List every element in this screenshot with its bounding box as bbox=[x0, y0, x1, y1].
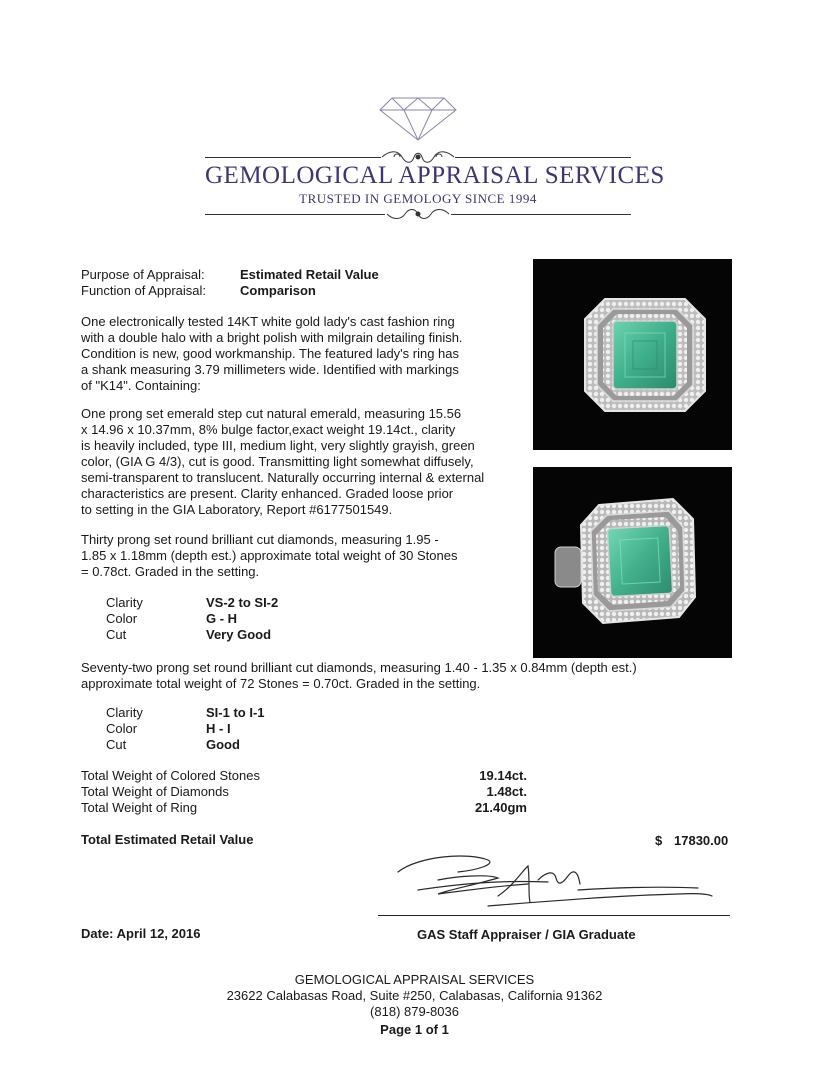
footer-page: Page 1 of 1 bbox=[380, 1022, 449, 1037]
total-label: Total Weight of Colored Stones bbox=[81, 768, 260, 783]
ring-description-line: Condition is new, good workmanship. The featured lady's ring has bbox=[81, 346, 460, 361]
footer-phone: (818) 879-8036 bbox=[370, 1004, 459, 1019]
signature-line bbox=[378, 915, 730, 916]
retail-value: 17830.00 bbox=[674, 833, 729, 848]
emerald-description-line: to setting in the GIA Laboratory, Report #6177501549. bbox=[81, 502, 393, 517]
ring-photo-angled bbox=[533, 467, 732, 658]
company-tagline: TRUSTED IN GEMOLOGY SINCE 1994 bbox=[299, 191, 537, 206]
ornament-icon bbox=[385, 205, 451, 223]
appraisal-date: Date: April 12, 2016 bbox=[81, 926, 201, 941]
total-value: 1.48ct. bbox=[486, 784, 527, 799]
ring-description-line: One electronically tested 14KT white gold lady's cast fashion ring bbox=[81, 314, 455, 329]
grade-value: VS-2 to SI-2 bbox=[206, 595, 279, 610]
emerald-description-line: x 14.96 x 10.37mm, 8% bulge factor,exact weight 19.14ct., clarity bbox=[81, 422, 456, 437]
diamonds-30-description bbox=[81, 532, 458, 580]
ring-description-line: a shank measuring 3.79 millimeters wide. Identified with markings bbox=[81, 362, 459, 377]
emerald-description-line: color, (GIA G 4/3), cut is good. Transmitting light somewhat diffusely, bbox=[81, 454, 474, 469]
grade-label: Clarity bbox=[106, 705, 143, 720]
header-rule-bottom bbox=[205, 214, 385, 215]
footer-address: 23622 Calabasas Road, Suite #250, Calabasas, California 91362 bbox=[226, 988, 603, 1003]
diamonds-30-line: 1.85 x 1.18mm (depth est.) approximate total weight of 30 Stones bbox=[81, 548, 458, 563]
signature-image bbox=[378, 850, 718, 912]
function-label: Function of Appraisal: bbox=[81, 283, 207, 298]
total-label: Total Weight of Ring bbox=[81, 800, 198, 815]
letterhead bbox=[0, 0, 829, 240]
purpose-label: Purpose of Appraisal: bbox=[81, 267, 205, 282]
retail-value-label: Total Estimated Retail Value bbox=[81, 832, 254, 847]
company-name: GEMOLOGICAL APPRAISAL SERVICES bbox=[205, 162, 665, 189]
totals-table bbox=[81, 768, 531, 818]
function-value: Comparison bbox=[240, 283, 316, 298]
grade-value: G - H bbox=[206, 611, 238, 626]
grade-label: Cut bbox=[106, 627, 127, 642]
footer-company: GEMOLOGICAL APPRAISAL SERVICES bbox=[294, 972, 535, 987]
total-label: Total Weight of Diamonds bbox=[81, 784, 229, 799]
footer bbox=[0, 972, 829, 1038]
grade-label: Color bbox=[106, 721, 138, 736]
emerald-description-line: One prong set emerald step cut natural emerald, measuring 15.56 bbox=[81, 406, 462, 421]
ring-angled-image bbox=[533, 467, 732, 658]
grade-label: Color bbox=[106, 611, 138, 626]
retail-currency: $ bbox=[655, 833, 663, 848]
diamonds-72-line: Seventy-two prong set round brilliant cut diamonds, measuring 1.40 - 1.35 x 0.84mm (depth est.) bbox=[81, 660, 637, 675]
purpose-value: Estimated Retail Value bbox=[240, 267, 379, 282]
ring-photo-front bbox=[533, 259, 732, 450]
appraiser-title: GAS Staff Appraiser / GIA Graduate bbox=[417, 927, 636, 942]
emerald-description bbox=[81, 406, 484, 518]
grade-label: Cut bbox=[106, 737, 127, 752]
emerald-description-line: is heavily included, type III, medium light, very slightly grayish, green bbox=[81, 438, 475, 453]
diamonds-72-description bbox=[81, 660, 637, 692]
ring-description-line: with a double halo with a bright polish with milgrain detailing finish. bbox=[81, 330, 463, 345]
header-rule-top bbox=[455, 157, 631, 158]
grade-value: SI-1 to I-1 bbox=[206, 705, 265, 720]
ring-front-image bbox=[533, 259, 732, 450]
grade-value: H - I bbox=[206, 721, 231, 736]
header-rule-bottom bbox=[451, 214, 631, 215]
emerald-description-line: characteristics are present. Clarity enhanced. Graded loose prior bbox=[81, 486, 454, 501]
diamonds-72-line: approximate total weight of 72 Stones = 0.70ct. Graded in the setting. bbox=[81, 676, 481, 691]
total-value: 19.14ct. bbox=[479, 768, 527, 783]
grade-label: Clarity bbox=[106, 595, 143, 610]
diamonds-30-line: = 0.78ct. Graded in the setting. bbox=[81, 564, 260, 579]
emerald-description-line: semi-transparent to translucent. Naturally occurring internal & external bbox=[81, 470, 485, 485]
diamonds-30-line: Thirty prong set round brilliant cut diamonds, measuring 1.95 - bbox=[81, 532, 439, 547]
grade-value: Very Good bbox=[206, 627, 272, 642]
diamond-icon bbox=[378, 92, 458, 142]
grade-value: Good bbox=[206, 737, 240, 752]
ring-description bbox=[81, 314, 463, 394]
header-rule-top bbox=[205, 157, 381, 158]
total-value: 21.40gm bbox=[474, 800, 527, 815]
ring-description-line: of "K14". Containing: bbox=[81, 378, 201, 393]
